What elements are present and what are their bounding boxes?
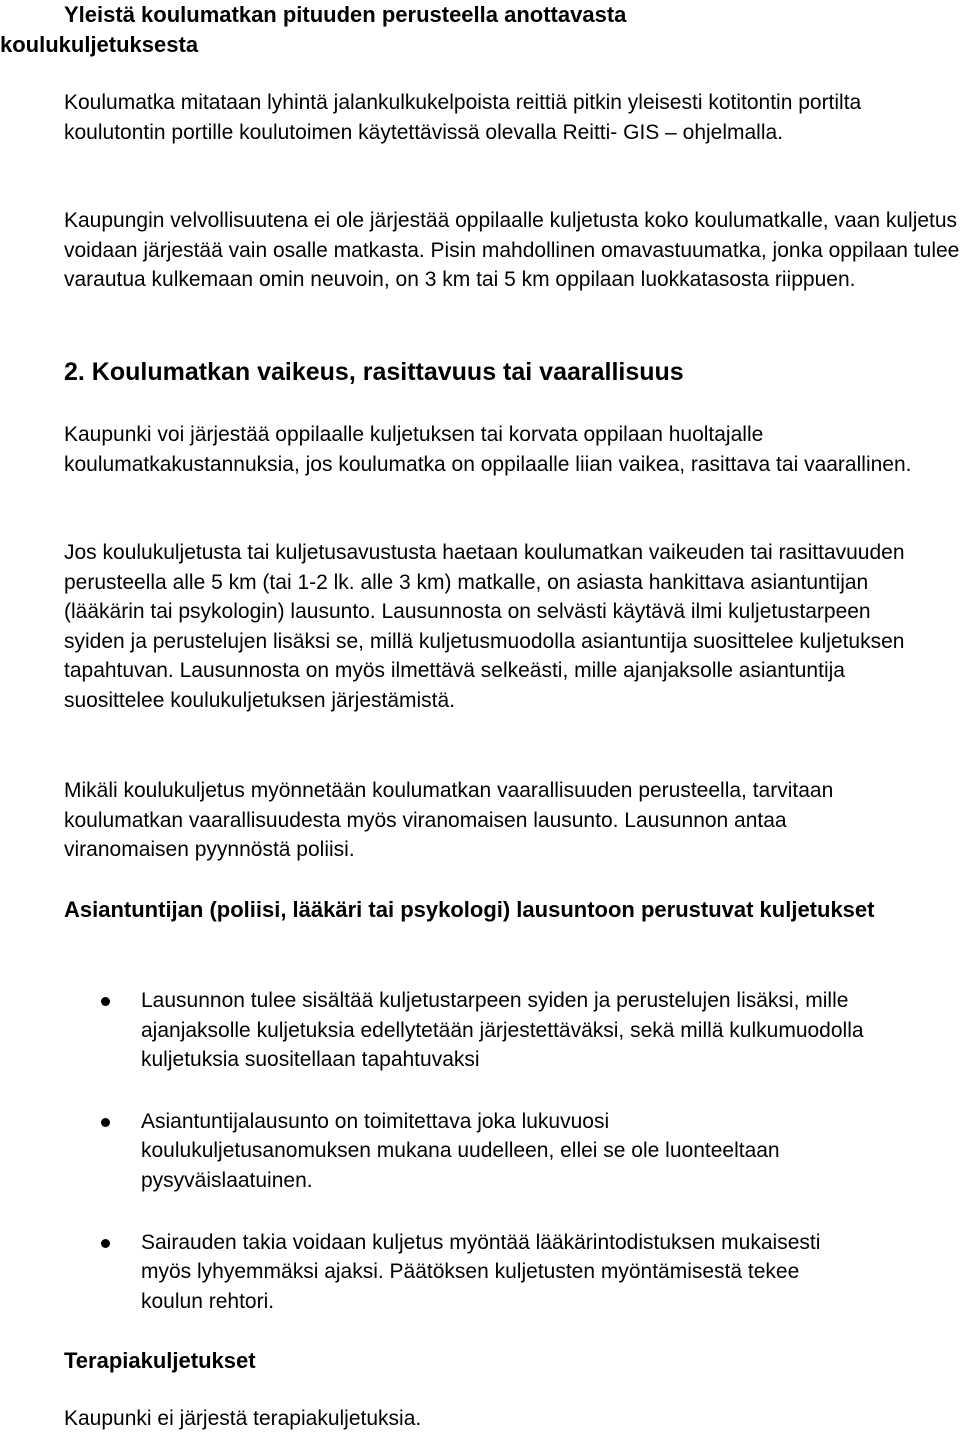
list-item-text: Asiantuntijalausunto on toimitettava joka lukuvuosi koulukuljetusanomuksen mukana uudelleen, ellei se ole luonteeltaan pysyväislaatuinen. [141,1109,780,1192]
main-heading-line1: Yleistä koulumatkan pituuden perusteella anottavasta [64,2,627,27]
bullet-icon [101,1239,110,1248]
paragraph-no-therapy-transport: Kaupunki ei järjestä terapiakuljetuksia. [64,1407,422,1430]
paragraph-city-may-arrange: Kaupunki voi järjestää oppilaalle kuljetuksen tai korvata oppilaan huoltajalle koulumatkakustannuksia, jos koulumatka on oppilaalle liian vaikea, rasittava tai vaarallinen. [64,423,912,476]
paragraph-route-measurement: Koulumatka mitataan lyhintä jalankulkukelpoista reittiä pitkin yleisesti kotitontin portilta koulutontin portille koulutoimen käytettävissä olevalla Reitti- GIS – ohjelmalla. [64,91,862,144]
bullet-icon [101,997,110,1006]
list-item [64,1107,801,1196]
paragraph-danger-statement: Mikäli koulukuljetus myönnetään koulumatkan vaarallisuuden perusteella, tarvitaan koulumatkan vaarallisuudesta myös viranomaisen lausunto. Lausunnon antaa viranomaisen pyynnöstä poliisi. [64,779,834,862]
expert-bullet-list [64,986,960,1348]
main-heading [0,0,924,60]
paragraph-transport-obligation: Kaupungin velvollisuutena ei ole järjestää oppilaalle kuljetusta koko koulumatkalle, vaan kuljetus voidaan järjestää vain osalle matkasta. Pisin mahdollinen omavastuumatka, jonka oppilaan tulee varautua kulkemaan omin neuvoin, on 3 km tai 5 km oppilaan luokkatasosta riippuen. [64,209,960,292]
list-item [64,986,871,1075]
paragraph-expert-statement: Jos koulukuljetusta tai kuljetusavustusta haetaan koulumatkan vaikeuden tai rasittavuuden perusteella alle 5 km (tai 1-2 lk. alle 3 km) matkalle, on asiasta hankittava asiantuntijan (lääkärin tai psykologin) lausunto. Lausunnosta on selvästi käytävä ilmi kuljetustarpeen syiden ja perustelujen lisäksi se, millä kuljetusmuodolla asiantuntija suosittelee kuljetuksen tapahtuvan. Lausunnosta on myös ilmettävä selkeästi, mille ajanjaksolle asiantuntija suosittelee koulukuljetuksen järjestämistä. [64,541,905,712]
list-item-text: Lausunnon tulee sisältää kuljetustarpeen syiden ja perustelujen lisäksi, mille ajanjaksolle kuljetuksia edellytetään järjestettäväksi, sekä millä kulkumuodolla kuljetuksia suositellaan tapahtuvaksi [141,989,864,1072]
subheading-therapy-transport: Terapiakuljetukset [64,1348,256,1373]
list-item [64,1228,861,1317]
list-item-text: Sairauden takia voidaan kuljetus myöntää lääkärintodistuksen mukaisesti myös lyhyemmäksi ajaksi. Päätöksen kuljetusten myöntämisestä tekee koulun rehtori. [141,1230,821,1313]
bullet-icon [101,1118,110,1127]
main-heading-line2: koulukuljetuksesta [0,32,199,57]
subheading-expert-transport: Asiantuntijan (poliisi, lääkäri tai psykologi) lausuntoon perustuvat kuljetukset [64,897,875,922]
section-title-difficulty: 2. Koulumatkan vaikeus, rasittavuus tai vaarallisuus [64,358,684,386]
